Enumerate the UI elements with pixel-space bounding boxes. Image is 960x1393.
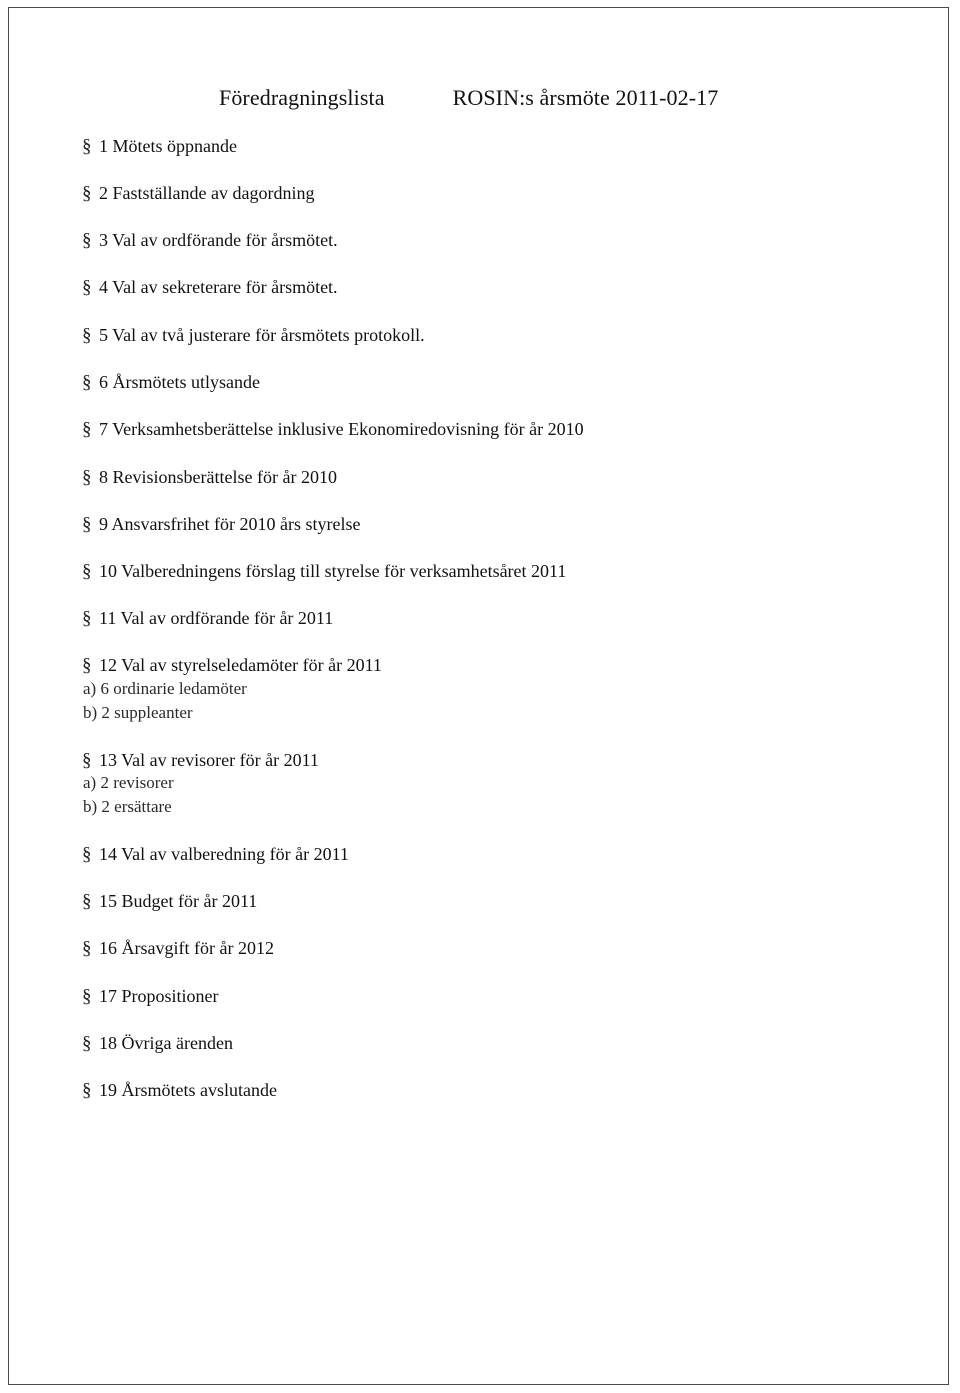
section-mark-icon: § xyxy=(82,986,92,1007)
agenda-item xyxy=(82,607,333,630)
agenda-item xyxy=(82,229,338,252)
section-mark-icon: § xyxy=(82,655,92,676)
document-title xyxy=(219,84,718,112)
section-mark-icon: § xyxy=(82,183,92,204)
agenda-item xyxy=(82,276,338,299)
agenda-item-text: 1 Mötets öppnande xyxy=(99,136,237,156)
section-mark-icon: § xyxy=(82,514,92,535)
agenda-item xyxy=(82,182,314,205)
section-mark-icon: § xyxy=(82,1033,92,1054)
section-mark-icon: § xyxy=(82,1080,92,1101)
agenda-item-text: 18 Övriga ärenden xyxy=(99,1033,233,1053)
agenda-item-text: 2 Fastställande av dagordning xyxy=(99,183,315,203)
agenda-item-text: 16 Årsavgift för år 2012 xyxy=(99,938,274,958)
agenda-item xyxy=(82,1079,277,1102)
agenda-item-text: 14 Val av valberedning för år 2011 xyxy=(99,844,349,864)
section-mark-icon: § xyxy=(82,230,92,251)
agenda-item xyxy=(82,466,337,489)
agenda-subitem: a) 6 ordinarie ledamöter xyxy=(83,679,247,698)
section-mark-icon: § xyxy=(82,561,92,582)
section-mark-icon: § xyxy=(82,419,92,440)
agenda-subitem: a) 2 revisorer xyxy=(83,773,174,792)
section-mark-icon: § xyxy=(82,844,92,865)
agenda-item xyxy=(82,843,349,866)
section-mark-icon: § xyxy=(82,467,92,488)
agenda-item-text: 12 Val av styrelseledamöter för år 2011 xyxy=(99,655,382,675)
agenda-subitem: b) 2 ersättare xyxy=(83,797,172,816)
agenda-item-text: 17 Propositioner xyxy=(99,986,219,1006)
agenda-item-text: 7 Verksamhetsberättelse inklusive Ekonomiredovisning för år 2010 xyxy=(99,419,584,439)
agenda-item-text: 4 Val av sekreterare för årsmötet. xyxy=(99,277,338,297)
agenda-item-text: 13 Val av revisorer för år 2011 xyxy=(99,750,319,770)
section-mark-icon: § xyxy=(82,891,92,912)
agenda-item-text: 9 Ansvarsfrihet för 2010 års styrelse xyxy=(99,514,361,534)
agenda-item xyxy=(82,654,382,677)
agenda-item-text: 10 Valberedningens förslag till styrelse för verksamhetsåret 2011 xyxy=(99,561,567,581)
section-mark-icon: § xyxy=(82,938,92,959)
agenda-item-text: 6 Årsmötets utlysande xyxy=(99,372,260,392)
agenda-item xyxy=(82,749,319,772)
section-mark-icon: § xyxy=(82,277,92,298)
agenda-item xyxy=(82,418,584,441)
agenda-item-text: 15 Budget för år 2011 xyxy=(99,891,258,911)
section-mark-icon: § xyxy=(82,325,92,346)
agenda-item xyxy=(82,890,257,913)
document-title-right: ROSIN:s årsmöte 2011-02-17 xyxy=(452,85,719,110)
section-mark-icon: § xyxy=(82,136,92,157)
agenda-item xyxy=(82,371,260,394)
agenda-item xyxy=(82,560,566,583)
agenda-item xyxy=(82,985,219,1008)
agenda-item-text: 19 Årsmötets avslutande xyxy=(99,1080,277,1100)
section-mark-icon: § xyxy=(82,750,92,771)
agenda-item-text: 11 Val av ordförande för år 2011 xyxy=(99,608,334,628)
agenda-item xyxy=(82,135,237,158)
agenda-item xyxy=(82,324,425,347)
section-mark-icon: § xyxy=(82,608,92,629)
agenda-item xyxy=(82,937,274,960)
agenda-item-text: 8 Revisionsberättelse för år 2010 xyxy=(99,467,337,487)
agenda-item-text: 5 Val av två justerare för årsmötets protokoll. xyxy=(99,325,425,345)
section-mark-icon: § xyxy=(82,372,92,393)
agenda-item-text: 3 Val av ordförande för årsmötet. xyxy=(99,230,338,250)
agenda-item xyxy=(82,1032,233,1055)
document-title-left: Föredragningslista xyxy=(219,85,385,110)
agenda-item xyxy=(82,513,360,536)
agenda-subitem: b) 2 suppleanter xyxy=(83,703,193,722)
